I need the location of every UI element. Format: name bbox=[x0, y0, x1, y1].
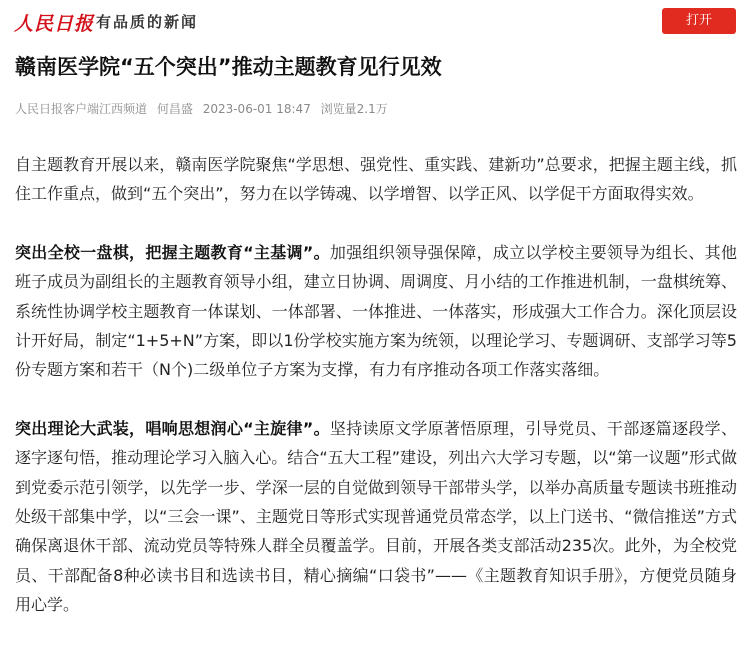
open-app-button[interactable]: 打开 bbox=[662, 8, 736, 34]
app-slogan: 有品质的新闻 bbox=[96, 13, 199, 31]
app-logo: 人民日报 bbox=[14, 13, 95, 35]
article-paragraph bbox=[15, 238, 737, 385]
article-author: 何昌盛 bbox=[156, 102, 193, 116]
article-views: 浏览量2.1万 bbox=[320, 102, 388, 116]
article-paragraph bbox=[15, 414, 737, 620]
paragraph-text: 坚持读原文学原著悟原理，引导党员、干部逐篇逐段学、逐字逐句悟，推动理论学习入脑入心。结合“五大工程”建设，列出六大学习专题，以“第一议题”形式做到党委示范引领学，以先学一步、学深一层的自觉做到领导干部带头学，以举办高质量专题读书班推动处级干部集中学，以“三会一课”、主题党日等形式实现普通党员常态学，以上门送书、“微信推送”方式确保离退休干部、流动党员等特殊人群全员覆盖学。目前，开展各类支部活动235次。此外，为全校党员、干部配备8种必读书目和选读书目，精心摘编“口袋书”——《主题教育知识手册》，方便党员随身用心学。 bbox=[15, 418, 737, 615]
article-title: 赣南医学院“五个突出”推动主题教育见行见效 bbox=[15, 55, 442, 79]
article-datetime: 2023-06-01 18:47 bbox=[202, 102, 311, 116]
paragraph-lead: 突出全校一盘棋，把握主题教育“主基调”。 bbox=[15, 242, 330, 262]
paragraph-lead: 突出理论大武装，唱响思想润心“主旋律”。 bbox=[15, 418, 330, 438]
paragraph-text: 加强组织领导强保障，成立以学校主要领导为组长、其他班子成员为副组长的主题教育领导小组，建立日协调、周调度、月小结的工作推进机制，一盘棋统筹、系统性协调学校主题教育一体谋划、一体部署、一体推进、一体落实，形成强大工作合力。深化顶层设计开好局，制定“1+5+N”方案，即以1份学校实施方案为统领，以理论学习、专题调研、支部学习等5份专题方案和若干（N个)二级单位子方案为支撑，有力有序推动各项工作落实落细。 bbox=[15, 242, 737, 380]
top-bar bbox=[0, 0, 751, 44]
article-source[interactable]: 人民日报客户端江西频道 bbox=[15, 102, 148, 116]
article-body bbox=[15, 150, 737, 620]
article-paragraph bbox=[15, 150, 737, 209]
paragraph-text: 自主题教育开展以来，赣南医学院聚焦“学思想、强党性、重实践、建新功”总要求，把握主题主线，抓住工作重点，做到“五个突出”，努力在以学铸魂、以学增智、以学正风、以学促干方面取得实效。 bbox=[15, 155, 737, 204]
article-meta bbox=[15, 100, 394, 117]
